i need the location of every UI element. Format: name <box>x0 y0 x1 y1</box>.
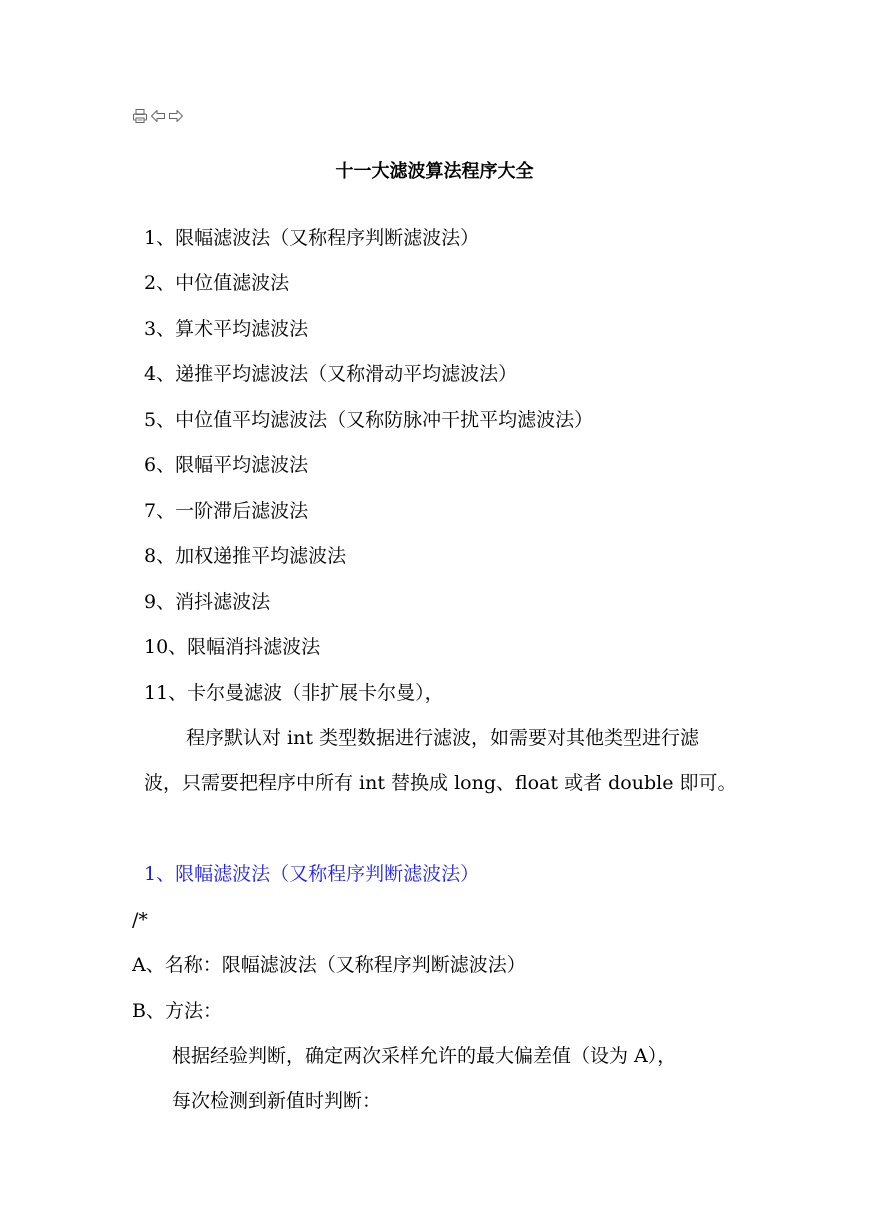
toc-item: 1、限幅滤波法（又称程序判断滤波法） <box>144 227 480 249</box>
toc-item: 10、限幅消抖滤波法 <box>144 636 321 658</box>
printer-icon[interactable] <box>132 108 148 124</box>
document-title: 十一大滤波算法程序大全 <box>335 161 534 182</box>
toc-item: 2、中位值滤波法 <box>144 272 290 294</box>
note-line-2: 波，只需要把程序中所有 int 替换成 long、float 或者 double 即可。 <box>144 772 737 794</box>
toc-item: 8、加权递推平均滤波法 <box>144 545 347 567</box>
toc-item: 7、一阶滞后滤波法 <box>144 500 309 522</box>
code-line-name: A、名称：限幅滤波法（又称程序判断滤波法） <box>132 954 526 976</box>
arrow-right-icon[interactable] <box>168 108 184 124</box>
section-heading-link[interactable]: 1、限幅滤波法（又称程序判断滤波法） <box>144 863 480 885</box>
code-line-method: B、方法： <box>132 1000 222 1022</box>
toc-item: 3、算术平均滤波法 <box>144 318 309 340</box>
code-comment-open: /* <box>132 909 148 931</box>
toolbar <box>132 107 184 125</box>
toc-item: 5、中位值平均滤波法（又称防脉冲干扰平均滤波法） <box>144 409 594 431</box>
toc-item: 9、消抖滤波法 <box>144 591 271 613</box>
toc-item: 4、递推平均滤波法（又称滑动平均滤波法） <box>144 363 518 385</box>
toc-item: 11、卡尔曼滤波（非扩展卡尔曼）， <box>144 682 444 704</box>
note-line-1: 程序默认对 int 类型数据进行滤波，如需要对其他类型进行滤 <box>186 727 700 749</box>
code-line-description-2: 每次检测到新值时判断： <box>172 1090 382 1112</box>
code-line-description-1: 根据经验判断，确定两次采样允许的最大偏差值（设为 A）， <box>172 1045 677 1067</box>
arrow-left-icon[interactable] <box>150 108 166 124</box>
toc-item: 6、限幅平均滤波法 <box>144 454 309 476</box>
